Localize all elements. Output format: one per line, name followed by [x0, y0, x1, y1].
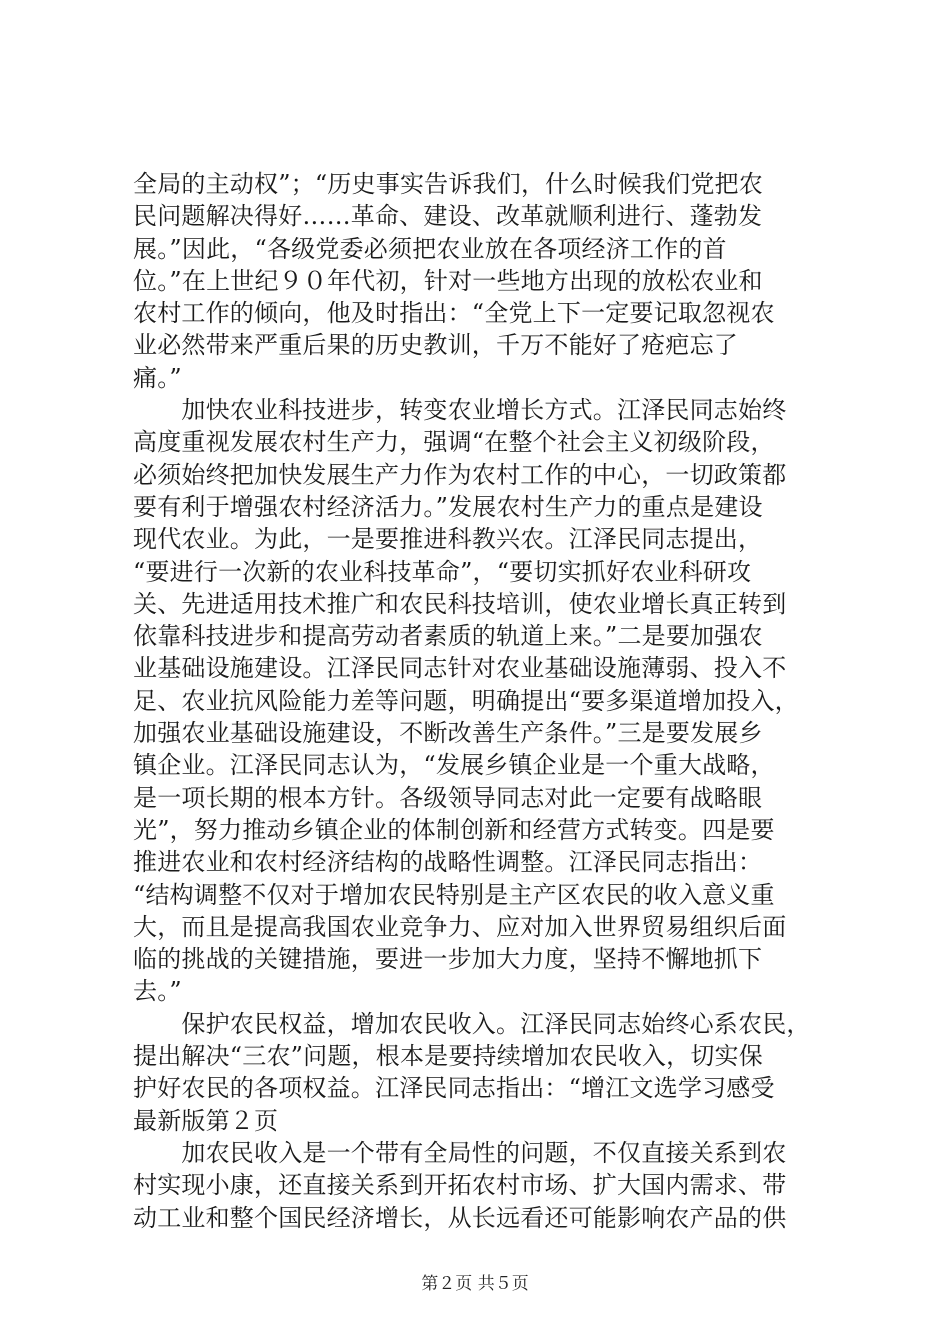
text-line: 业基础设施建设。江泽民同志针对农业基础设施薄弱、投入不 — [133, 654, 787, 683]
text-line: 去。” — [133, 977, 182, 1006]
text-line: 关、先进适用技术推广和农民科技培训，使农业增长真正转到 — [133, 589, 787, 618]
text-line: 加强农业基础设施建设，不断改善生产条件。”三是要发展乡 — [133, 719, 763, 748]
text-line: 最新版第２页 — [133, 1106, 279, 1135]
text-line: 护好农民的各项权益。江泽民同志指出：“增江文选学习感受 — [133, 1074, 775, 1103]
text-line: 全局的主动权”；“历史事实告诉我们，什么时候我们党把农 — [133, 170, 763, 198]
text-line: 光”，努力推动乡镇企业的体制创新和经营方式转变。四是要 — [133, 815, 775, 844]
body-text — [133, 168, 833, 1234]
text-line: 业必然带来严重后果的历史教训，千万不能好了疮疤忘了 — [133, 331, 738, 360]
text-line: 加农民收入是一个带有全局性的问题，不仅直接关系到农 — [133, 1138, 787, 1167]
text-line: 现代农业。为此，一是要推进科教兴农。江泽民同志提出， — [133, 525, 763, 554]
text-line: 依靠科技进步和提高劳动者素质的轨道上来。”二是要加强农 — [133, 622, 763, 651]
text-line: 村实现小康，还直接关系到开拓农村市场、扩大国内需求、带 — [133, 1171, 787, 1200]
text-line: 痛。” — [133, 363, 182, 392]
text-line: 足、农业抗风险能力差等问题，明确提出“要多渠道增加投入， — [133, 686, 799, 715]
text-line: 农村工作的倾向，他及时指出：“全党上下一定要记取忽视农 — [133, 299, 775, 328]
text-line: 位。”在上世纪９０年代初，针对一些地方出现的放松农业和 — [133, 266, 763, 295]
text-line: 民问题解决得好……革命、建设、改革就顺利进行、蓬勃发 — [133, 202, 763, 231]
text-line: 临的挑战的关键措施，要进一步加大力度，坚持不懈地抓下 — [133, 945, 763, 974]
text-line: 大，而且是提高我国农业竞争力、应对加入世界贸易组织后面 — [133, 912, 787, 941]
text-line: 推进农业和农村经济结构的战略性调整。江泽民同志指出： — [133, 848, 763, 877]
text-line: 加快农业科技进步，转变农业增长方式。江泽民同志始终 — [133, 396, 787, 425]
text-line: 提出解决“三农”问题，根本是要持续增加农民收入，切实保 — [133, 1042, 763, 1071]
text-line: 要有利于增强农村经济活力。”发展农村生产力的重点是建设 — [133, 492, 763, 521]
text-line: 是一项长期的根本方针。各级领导同志对此一定要有战略眼 — [133, 783, 763, 812]
text-line: 镇企业。江泽民同志认为，“发展乡镇企业是一个重大战略， — [133, 751, 775, 780]
text-line: 展。”因此，“各级党委必须把农业放在各项经济工作的首 — [133, 234, 727, 263]
text-line: 必须始终把加快发展生产力作为农村工作的中心，一切政策都 — [133, 460, 787, 489]
text-line: “结构调整不仅对于增加农民特别是主产区农民的收入意义重 — [133, 880, 775, 909]
page-number-footer: 第２页 共５页 — [421, 1274, 529, 1294]
text-line: 高度重视发展农村生产力，强调“在整个社会主义初级阶段， — [133, 428, 775, 457]
text-line: 动工业和整个国民经济增长，从长远看还可能影响农产品的供 — [133, 1203, 787, 1232]
text-line: 保护农民权益，增加农民收入。江泽民同志始终心系农民， — [133, 1009, 811, 1038]
text-line: “要进行一次新的农业科技革命”，“要切实抓好农业科研攻 — [133, 557, 752, 586]
